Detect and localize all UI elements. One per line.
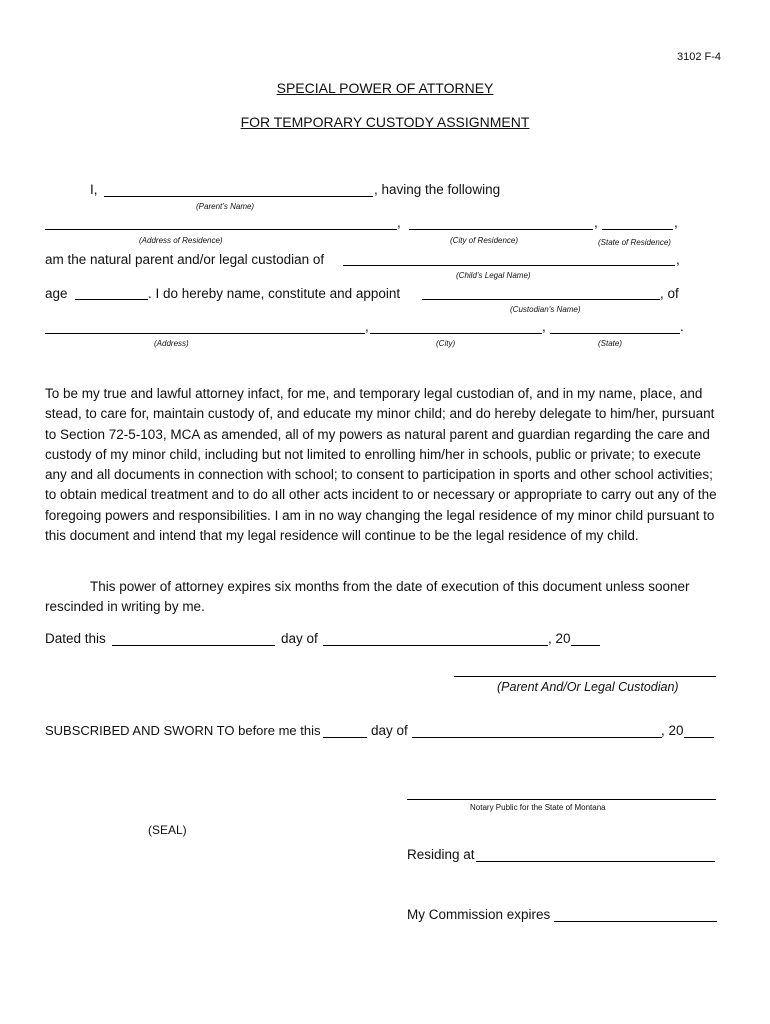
- page-subtitle: FOR TEMPORARY CUSTODY ASSIGNMENT: [240, 114, 530, 130]
- row3-text: am the natural parent and/or legal custodian of: [45, 252, 325, 267]
- notary-caption: Notary Public for the State of Montana: [470, 803, 606, 812]
- dated-day-of: day of: [281, 631, 318, 646]
- parent-name-field[interactable]: [104, 196, 373, 197]
- dated-month-field[interactable]: [323, 645, 548, 646]
- child-age-field[interactable]: [75, 299, 148, 300]
- commission-expires-field[interactable]: [554, 921, 717, 922]
- custodian-name-caption: (Custodian’s Name): [510, 305, 581, 314]
- dated-year-prefix: , 20: [548, 631, 571, 646]
- comma-2: ,: [594, 215, 598, 230]
- comma-6: ,: [542, 319, 546, 334]
- body-paragraph: To be my true and lawful attorney infact, for me, and temporary legal custodian of, and in my name, place, and stead, to care for, maintain custody of, and educate my minor child; and do hereby delegate to him/her, pursuant to Section 72-5-103, MCA as amended, all of my powers as natural parent and guardian regarding the care and custody of my minor child, including but not limited to enrolling him/her in schools, public or private; to execute any and all documents in connection with school; to consent to participation in sports and other school activities; to obtain medical treatment and to do all other acts incident to or necessary or appropriate to carry out any of the foregoing powers and responsibilities. I am in no way changing the legal residence of my minor child pursuant to this document and intend that my legal residence will continue to be the legal residence of my child.: [45, 386, 717, 544]
- parent-signature-caption: (Parent And/Or Legal Custodian): [497, 680, 679, 694]
- sworn-month-field[interactable]: [412, 737, 662, 738]
- city-of-residence-field[interactable]: [409, 229, 593, 230]
- comma-3: ,: [674, 215, 678, 230]
- row4-middle: . I do hereby name, constitute and appoint: [148, 286, 401, 301]
- comma-4: ,: [676, 252, 680, 267]
- notary-signature-field[interactable]: [407, 799, 716, 800]
- row1-prefix: I,: [90, 182, 98, 197]
- sworn-day-field[interactable]: [323, 737, 367, 738]
- custodian-city-field[interactable]: [370, 333, 542, 334]
- dated-prefix: Dated this: [45, 631, 106, 646]
- custodian-state-field[interactable]: [550, 333, 680, 334]
- page-title: SPECIAL POWER OF ATTORNEY: [276, 80, 494, 96]
- dated-year-field[interactable]: [571, 645, 600, 646]
- comma-5: ,: [365, 319, 369, 334]
- custodian-address-caption: (Address): [154, 339, 189, 348]
- expiry-paragraph: This power of attorney expires six months from the date of execution of this document unless sooner rescinded in writing by me.: [45, 579, 690, 615]
- residing-at-field[interactable]: [476, 861, 715, 862]
- childs-legal-name-caption: (Child’s Legal Name): [456, 271, 531, 280]
- address-of-residence-field[interactable]: [45, 229, 397, 230]
- sworn-prefix: SUBSCRIBED AND SWORN TO before me this: [45, 723, 321, 738]
- form-number: 3102 F-4: [677, 51, 722, 63]
- address-of-residence-caption: (Address of Residence): [139, 236, 223, 245]
- residing-at-label: Residing at: [407, 847, 475, 862]
- seal-label: (SEAL): [148, 823, 187, 837]
- custodian-address-field[interactable]: [45, 333, 365, 334]
- state-of-residence-field[interactable]: [602, 229, 673, 230]
- row4-suffix: , of: [660, 286, 679, 301]
- row1-suffix: , having the following: [374, 182, 501, 197]
- custodian-city-caption: (City): [436, 339, 456, 348]
- custodian-state-caption: (State): [598, 339, 623, 348]
- parent-signature-field[interactable]: [454, 676, 716, 677]
- custodian-name-field[interactable]: [422, 299, 660, 300]
- comma-1: ,: [397, 215, 401, 230]
- sworn-day-of: day of: [371, 723, 408, 738]
- row4-prefix: age: [45, 286, 68, 301]
- commission-expires-label: My Commission expires: [407, 907, 551, 922]
- parent-name-caption: (Parent’s Name): [196, 202, 255, 211]
- period-1: .: [680, 319, 684, 334]
- city-of-residence-caption: (City of Residence): [450, 236, 519, 245]
- sworn-year-field[interactable]: [684, 737, 714, 738]
- childs-legal-name-field[interactable]: [343, 265, 675, 266]
- sworn-year-prefix: , 20: [661, 723, 684, 738]
- dated-day-field[interactable]: [112, 645, 275, 646]
- state-of-residence-caption: (State of Residence): [598, 238, 671, 247]
